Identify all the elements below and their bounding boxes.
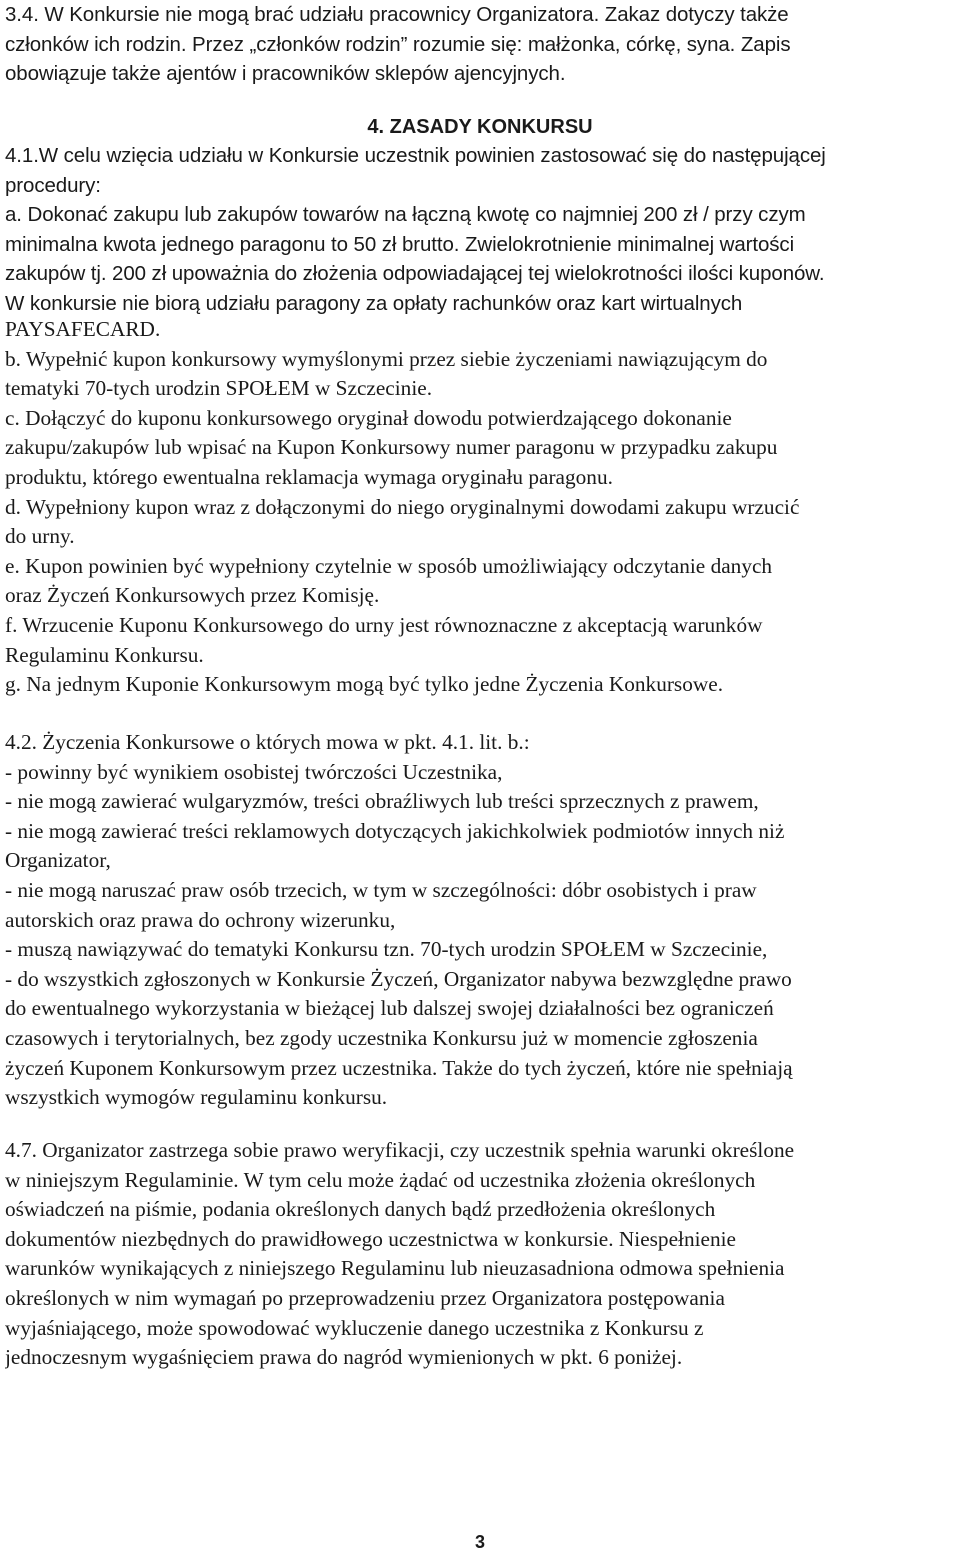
- section-heading: 4. ZASADY KONKURSU: [367, 116, 593, 138]
- text-line: - do wszystkich zgłoszonych w Konkursie Życzeń, Organizator nabywa bezwzględne prawo: [5, 966, 792, 991]
- text-line: produktu, którego ewentualna reklamacja wymaga oryginału paragonu.: [5, 464, 613, 489]
- text-line: oraz Życzeń Konkursowych przez Komisję.: [5, 583, 380, 608]
- text-line: życzeń Kuponem Konkursowym przez uczestnika. Także do tych życzeń, które nie spełniają: [5, 1055, 793, 1080]
- text-line: f. Wrzucenie Kuponu Konkursowego do urny jest równoznaczne z akceptacją warunków: [5, 612, 763, 637]
- section-4-2: [5, 728, 955, 1113]
- text-line: w niniejszym Regulaminie. W tym celu może żądać od uczestnika złożenia określonych: [5, 1167, 756, 1192]
- text-line: zakupów tj. 200 zł upoważnia do złożenia odpowiadającej tej wielokrotności ilości kuponów.: [5, 262, 825, 286]
- text-line: zakupu/zakupów lub wpisać na Kupon Konkursowy numer paragonu w przypadku zakupu: [5, 435, 778, 460]
- text-line: tematyki 70-tych urodzin SPOŁEM w Szczecinie.: [5, 376, 433, 401]
- text-line: 3.4. W Konkursie nie mogą brać udziału pracownicy Organizatora. Zakaz dotyczy także: [5, 3, 789, 26]
- text-line: Regulaminu Konkursu.: [5, 642, 204, 667]
- text-line: - nie mogą naruszać praw osób trzecich, w tym w szczególności: dóbr osobistych i praw: [5, 877, 757, 902]
- section-4-1-list: [5, 315, 955, 700]
- text-line: a. Dokonać zakupu lub zakupów towarów na łączną kwotę co najmniej 200 zł / przy czym: [5, 203, 806, 227]
- text-line: jednoczesnym wygaśnięciem prawa do nagród wymienionych w pkt. 6 poniżej.: [5, 1345, 683, 1370]
- text-line: - nie mogą zawierać treści reklamowych dotyczących jakichkolwiek podmiotów innych niż: [5, 818, 785, 843]
- text-line: 4.7. Organizator zastrzega sobie prawo weryfikacji, czy uczestnik spełnia warunki określone: [5, 1138, 795, 1162]
- text-line: czasowych i terytorialnych, bez zgody uczestnika Konkursu już w momencie zgłoszenia: [5, 1025, 758, 1050]
- page-number: 3: [474, 1532, 485, 1552]
- text-line: W konkursie nie biorą udziału paragony za opłaty rachunków oraz kart wirtualnych: [5, 291, 743, 315]
- text-line: procedury:: [5, 173, 101, 197]
- text-line: członków ich rodzin. Przez „członków rodzin” rozumie się: małżonka, córkę, syna. Zapis: [5, 32, 791, 56]
- text-line: b. Wypełnić kupon konkursowy wymyślonymi przez siebie życzeniami nawiązującym do: [5, 346, 768, 371]
- text-line: - powinny być wynikiem osobistej twórczości Uczestnika,: [5, 759, 503, 784]
- text-line: wszystkich wymogów regulaminu konkursu.: [5, 1085, 388, 1110]
- text-line: PAYSAFECARD.: [5, 317, 161, 341]
- section-4-1-intro: [5, 141, 955, 319]
- text-line: autorskich oraz prawa do ochrony wizerunku,: [5, 907, 396, 932]
- text-line: do ewentualnego wykorzystania w bieżącej lub dalszej swojej działalności bez ograniczeń: [5, 996, 774, 1021]
- text-line: c. Dołączyć do kuponu konkursowego oryginał dowodu potwierdzającego dokonanie: [5, 405, 732, 430]
- text-line: dokumentów niezbędnych do prawidłowego uczestnictwa w konkursie. Niespełnienie: [5, 1226, 736, 1251]
- text-line: do urny.: [5, 524, 75, 549]
- text-line: określonych w nim wymagań po przeprowadzeniu przez Organizatora postępowania: [5, 1285, 725, 1310]
- section-3-4: [5, 0, 955, 89]
- text-line: 4.2. Życzenia Konkursowe o których mowa w pkt. 4.1. lit. b.:: [5, 730, 530, 754]
- text-line: warunków wynikających z niniejszego Regulaminu lub nieuzasadniona odmowa spełnienia: [5, 1256, 785, 1281]
- text-line: g. Na jednym Kuponie Konkursowym mogą być tylko jedne Życzenia Konkursowe.: [5, 672, 724, 697]
- text-line: d. Wypełniony kupon wraz z dołączonymi do niego oryginalnymi dowodami zakupu wrzucić: [5, 494, 800, 519]
- text-line: - nie mogą zawierać wulgaryzmów, treści obraźliwych lub treści sprzecznych z prawem,: [5, 789, 759, 814]
- text-line: minimalna kwota jednego paragonu to 50 zł brutto. Zwielokrotnienie minimalnej wartości: [5, 232, 795, 256]
- text-line: oświadczeń na piśmie, podania określonych danych bądź przedłożenia określonych: [5, 1197, 716, 1222]
- text-line: obowiązuje także ajentów i pracowników sklepów ajencyjnych.: [5, 62, 566, 86]
- text-line: 4.1.W celu wzięcia udziału w Konkursie uczestnik powinien zastosować się do następującej: [5, 144, 826, 167]
- text-line: e. Kupon powinien być wypełniony czytelnie w sposób umożliwiający odczytanie danych: [5, 553, 773, 578]
- text-line: - muszą nawiązywać do tematyki Konkursu tzn. 70-tych urodzin SPOŁEM w Szczecinie,: [5, 937, 768, 962]
- section-4-7: [5, 1136, 955, 1373]
- text-line: Organizator,: [5, 848, 111, 873]
- text-line: wyjaśniającego, może spowodować wykluczenie danego uczestnika z Konkursu z: [5, 1315, 704, 1340]
